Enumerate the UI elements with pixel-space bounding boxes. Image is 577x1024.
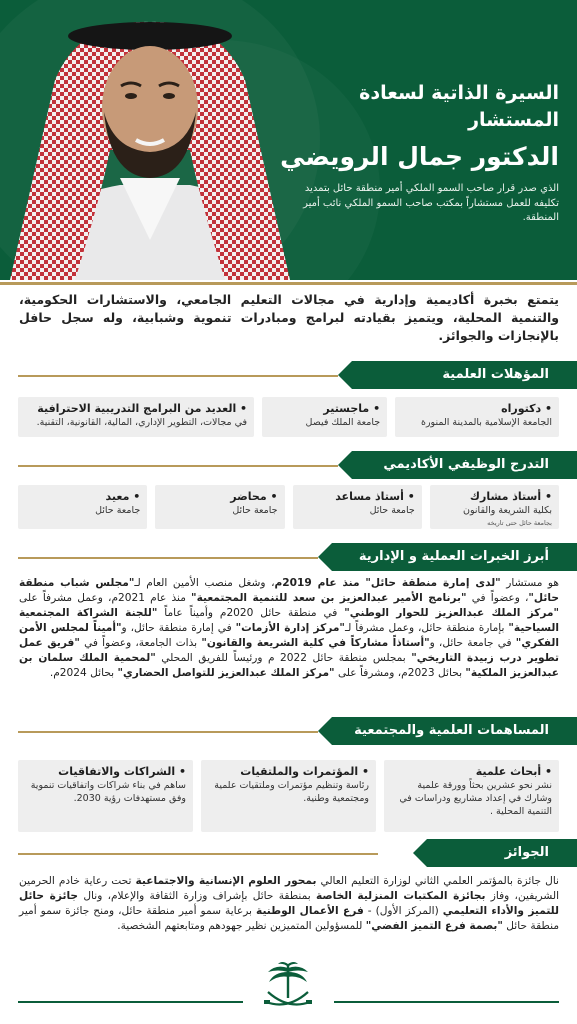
section-title: المساهمات العلمية والمجتمعية	[354, 723, 549, 738]
section-header-contributions	[332, 717, 577, 745]
card-subtitle: نشر نحو عشرين بحثاً وورقة علمية وشارك في إعداد مشاريع ودراسات في التنمية المحلية .	[399, 780, 552, 817]
page-title: السيرة الذاتية لسعادة المستشار	[359, 82, 559, 131]
section-header-qualifications	[352, 361, 577, 389]
section-rule	[18, 465, 338, 467]
card-note: بجامعة حائل حتى تاريخه	[487, 518, 552, 527]
card-teaching-assistant	[18, 485, 147, 529]
card-associate-professor	[430, 485, 559, 529]
card-training	[18, 397, 254, 437]
card-subtitle: رئاسة وتنظيم مؤتمرات وملتقيات علمية ومجتمعية وطنية.	[214, 780, 369, 804]
section-title: أبرز الخبرات العملية و الإدارية	[358, 549, 549, 564]
section-title: المؤهلات العلمية	[442, 367, 549, 382]
footer-rule	[18, 1001, 243, 1003]
card-subtitle: ساهم في بناء شراكات واتفاقيات تنموية وفق مستهدفات رؤية 2030.	[30, 780, 186, 804]
footer-rule	[334, 1001, 559, 1003]
card-title: • أستاذ مساعد	[335, 490, 415, 503]
card-assistant-professor	[293, 485, 422, 529]
section-rule	[18, 853, 378, 855]
card-title: • دكتوراه	[501, 402, 552, 415]
header-titles	[279, 80, 559, 177]
section-title: التدرج الوظيفي الأكاديمي	[383, 457, 549, 472]
card-research	[384, 760, 559, 832]
card-conferences	[201, 760, 376, 832]
card-subtitle: جامعة حائل	[232, 505, 278, 516]
section-rule	[18, 557, 318, 559]
card-title: • محاضر	[230, 490, 278, 503]
person-name: الدكتور جمال الرويضي	[280, 142, 559, 172]
intro-text: الذي صدر قرار صاحب السمو الملكي أمير منطقة حائل بتمديد تكليفه للعمل مستشاراً بمكتب صاحب السمو الملكي نائب أمير المنطقة.	[303, 183, 559, 223]
card-subtitle: جامعة حائل	[95, 505, 141, 516]
contributions-cards	[18, 760, 559, 832]
card-title: • أبحاث علمية	[475, 765, 552, 778]
summary-paragraph: يتمتع بخبرة أكاديمية وإدارية في مجالات التعليم الجامعي، والاستشارات الحكومية، والتنمية المحلية، ويتميز بقيادته لبرامج ومبادرات تنموية وشبابية، وله سجل حافل بالإنجازات والجوائز.	[19, 292, 559, 343]
header-banner	[0, 0, 577, 280]
awards-paragraph: نال جائزة بالمؤتمر العلمي الثاني لوزارة التعليم العالي بمحور العلوم الإنسانية والاجتماعية تحت رعاية خادم الحرمين الشريفين، وفاز بجائزة المكتبات المنزلية الخاصة بمنطقة حائل بإشراف وزارة الثقافة والإعلام، ونال جائزة حائل للتميز والأداء التعليمي (المركز الأول) - فرع الأعمال الوطنية برعاية سمو أمير منطقة حائل، ومنح جائزة سمو أمير منطقة حائل "بصمة فرع التميز الفضي" للمسؤولين المتميزين نظير جهودهم ومتابعتهم الشخصية.	[19, 875, 560, 933]
card-subtitle: بكلية الشريعة والقانون	[463, 505, 552, 516]
portrait-photo	[0, 0, 300, 280]
card-masters	[262, 397, 387, 437]
experience-paragraph: هو مستشار "لدى إمارة منطقة حائل" منذ عام 2019م، وشغل منصب الأمين العام لـ"مجلس شباب منطقة حائل"، وعضواً في "برنامج الأمير عبدالعزيز بن سعد للتنمية المجتمعية" منذ عام 2021م، وعمل مشرفاً على "مركز الملك عبدالعزيز للحوار الوطني" في منطقة حائل 2020م وأميناً عاماً "للجنة الشراكة المجتمعية السياحية" بإمارة منطقة حائل، وعمل مشرفاً لـ"مركز إدارة الأزمات" في إمارة منطقة حائل، و"أميناً لمجلس الأمن الفكري" في جامعة حائل، و"أستاذاً مشاركاً في كلية الشريعة والقانون" بذات الجامعة، وعضواً في "فريق عمل تطوير درب زبيدة التاريخي" بمجلس منطقة حائل 2022 م ورئيساً للفريق المحلي "لمحمية الملك سلمان بن عبدالعزيز الملكية" بحائل 2023م، ومشرفاً على "مركز الملك عبدالعزيز للتواصل الحضاري" بحائل 2024م.	[19, 577, 560, 680]
section-header-experience	[332, 543, 577, 571]
card-title: • الشراكات والاتفاقيات	[58, 765, 186, 778]
card-subtitle: جامعة حائل	[369, 505, 415, 516]
card-doctorate	[395, 397, 559, 437]
card-lecturer	[155, 485, 284, 529]
card-title: • معيد	[105, 490, 141, 503]
career-cards	[18, 485, 559, 529]
card-title: • العديد من البرامج التدريبية الاحترافية	[37, 402, 248, 415]
card-subtitle: في مجالات، التطوير الإداري، المالية، القانونية، التقنية.	[36, 417, 248, 428]
section-header-awards	[427, 839, 577, 867]
section-header-career	[352, 451, 577, 479]
card-title: • أستاذ مشارك	[469, 490, 552, 503]
card-title: • المؤتمرات والملتقيات	[240, 765, 369, 778]
section-title: الجوائز	[504, 845, 549, 860]
card-title: • ماجستير	[323, 402, 381, 415]
section-rule	[18, 375, 338, 377]
divider	[0, 282, 577, 285]
card-subtitle: الجامعة الإسلامية بالمدينة المنورة	[420, 417, 552, 428]
saudi-emblem-icon	[258, 958, 318, 1018]
qualifications-cards	[18, 397, 559, 437]
card-partnerships	[18, 760, 193, 832]
section-rule	[18, 731, 318, 733]
card-subtitle: جامعة الملك فيصل	[305, 417, 381, 428]
